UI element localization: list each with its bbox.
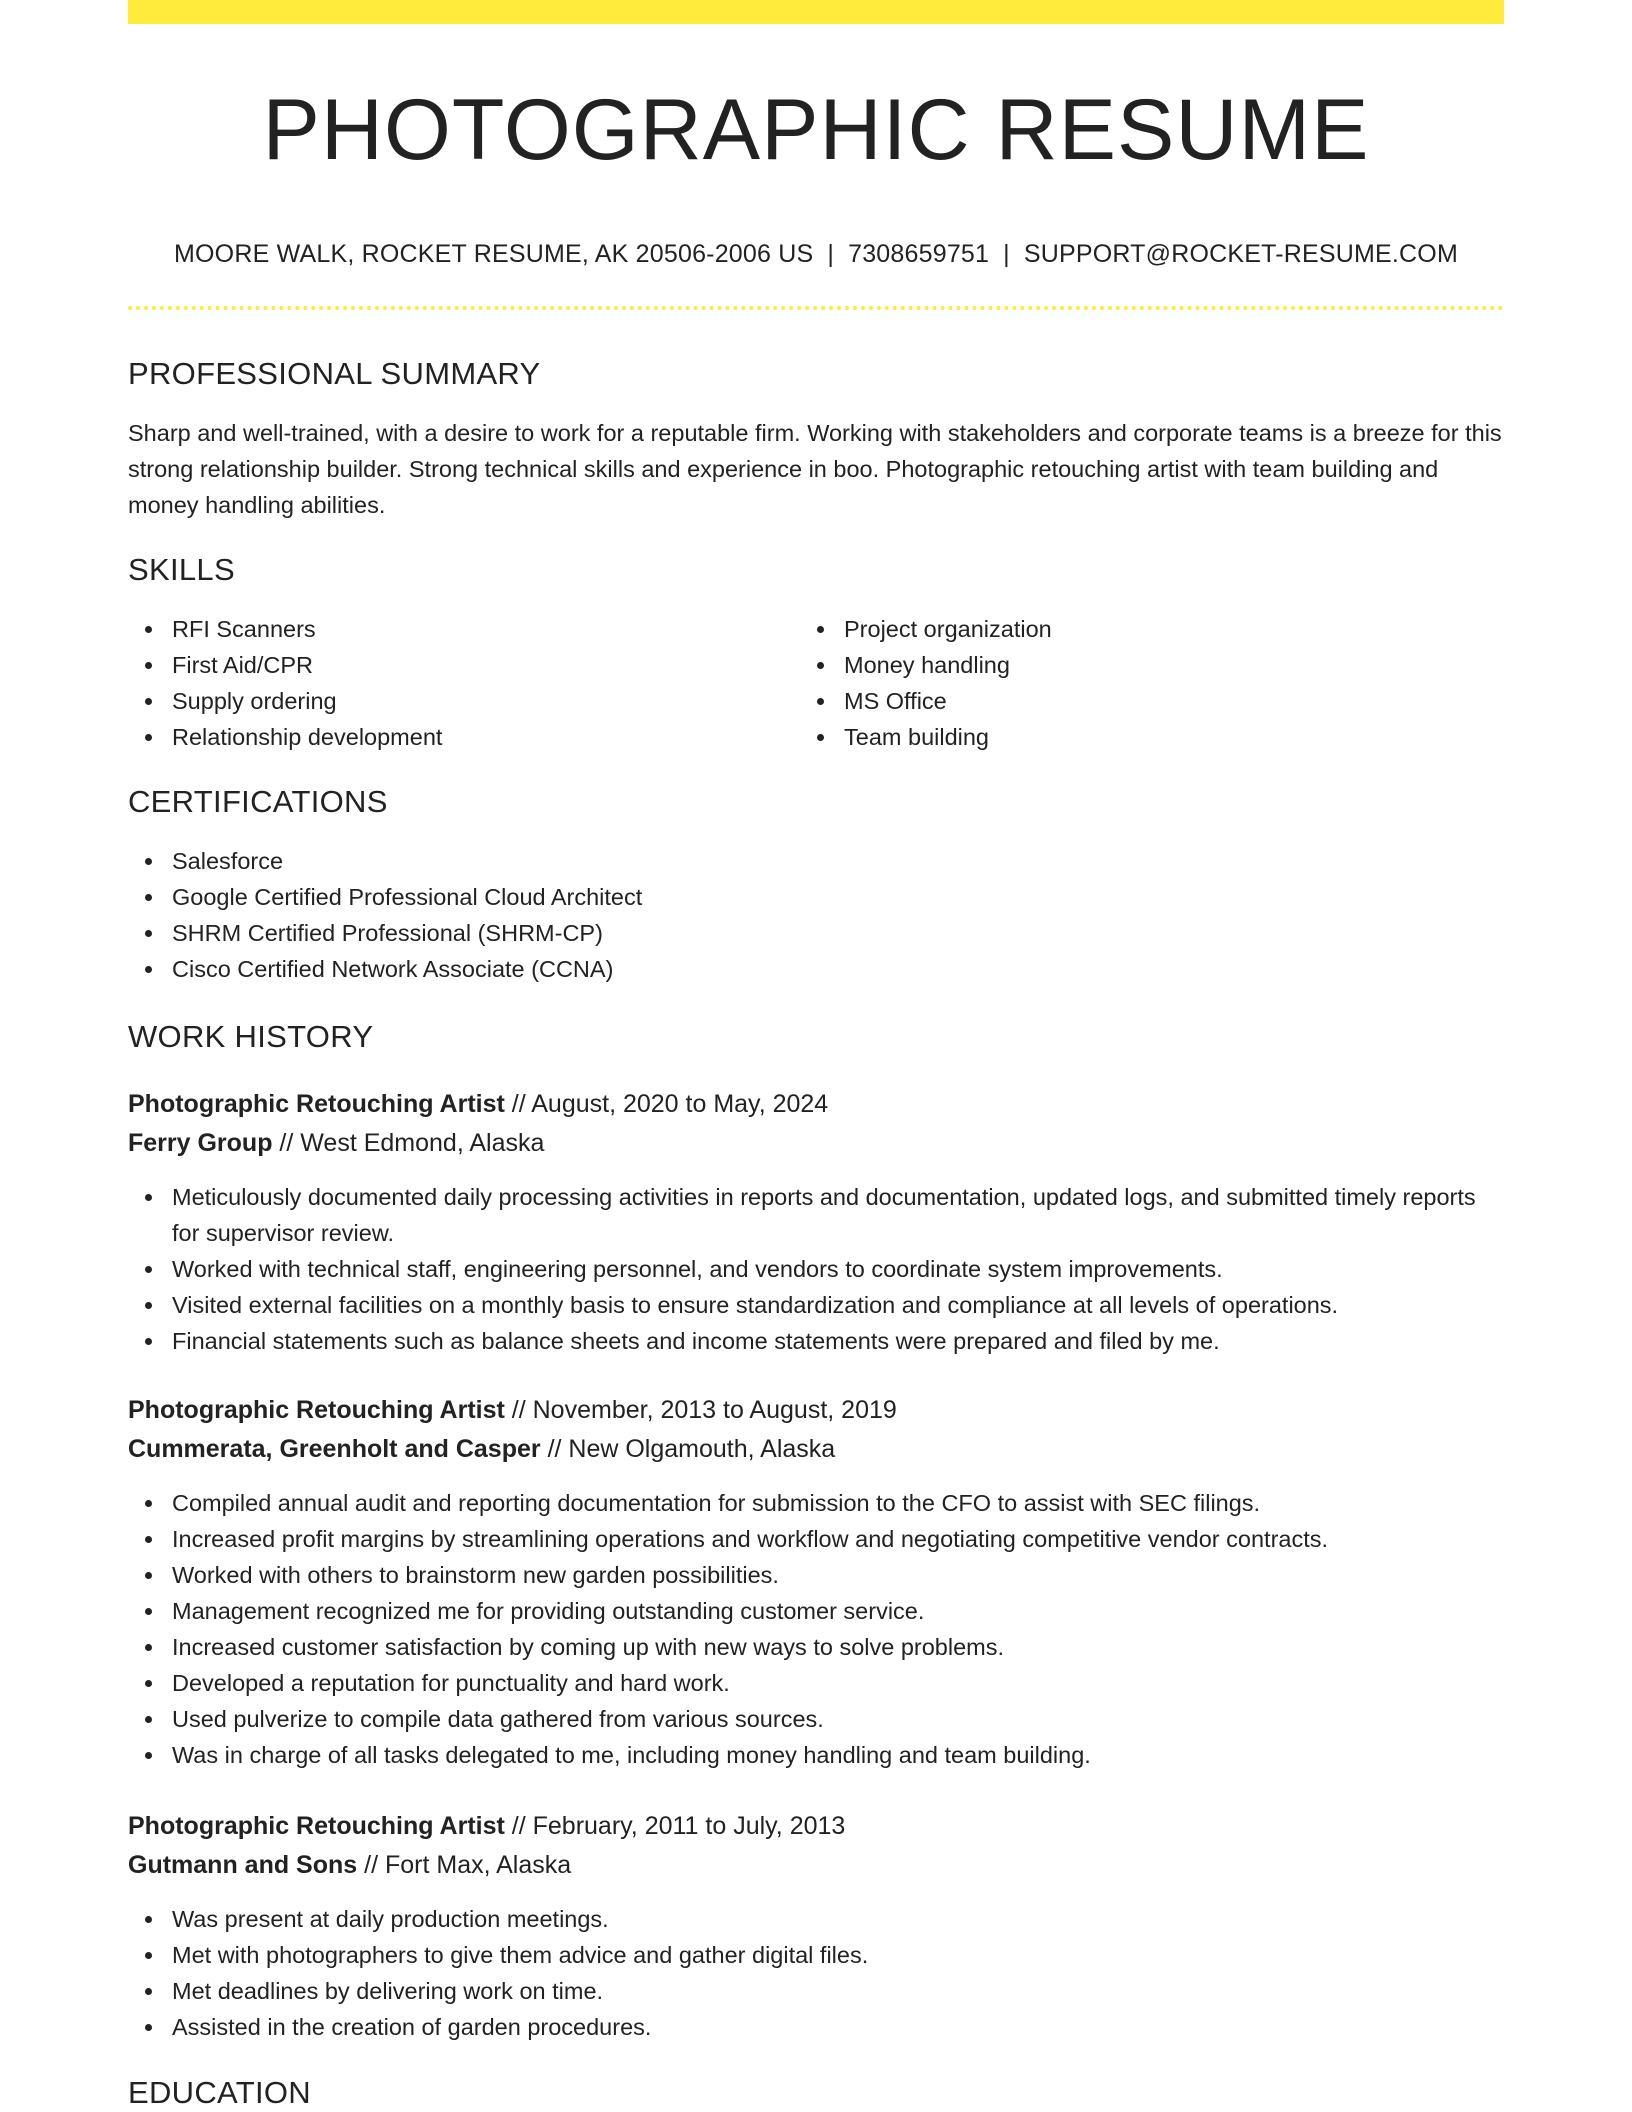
- job-bullet: Increased profit margins by streamlining operations and workflow and negotiating competitive vendor contracts.: [128, 1521, 1504, 1557]
- skills-list-left: [128, 611, 798, 755]
- certification-item: Cisco Certified Network Associate (CCNA): [128, 951, 1504, 987]
- contact-phone: 7308659751: [848, 240, 990, 268]
- job-bullet: Increased customer satisfaction by coming up with new ways to solve problems.: [128, 1629, 1504, 1665]
- job-bullet: Financial statements such as balance sheets and income statements were prepared and filed by me.: [128, 1323, 1504, 1359]
- job-bullet: Used pulverize to compile data gathered from various sources.: [128, 1701, 1504, 1737]
- certifications-list: [128, 843, 1504, 987]
- contact-email: SUPPORT@ROCKET-RESUME.COM: [1023, 240, 1458, 268]
- job-company-line: [128, 1123, 1504, 1163]
- job-role: Photographic Retouching Artist: [128, 1812, 505, 1840]
- job-bullet: Met with photographers to give them advice and gather digital files.: [128, 1937, 1504, 1973]
- job-bullet: Meticulously documented daily processing activities in reports and documentation, updated logs, and submitted timely reports for supervisor review.: [128, 1179, 1504, 1251]
- work-history-heading: WORK HISTORY: [128, 1019, 374, 1054]
- contact-separator: |: [827, 240, 835, 268]
- certification-item: Google Certified Professional Cloud Architect: [128, 879, 1504, 915]
- job-bullet: Was in charge of all tasks delegated to me, including money handling and team building.: [128, 1737, 1504, 1773]
- job-dates: // November, 2013 to August, 2019: [504, 1396, 897, 1424]
- header-divider: [128, 306, 1504, 310]
- job-bullet: Worked with others to brainstorm new garden possibilities.: [128, 1557, 1504, 1593]
- job-bullet: Management recognized me for providing outstanding customer service.: [128, 1593, 1504, 1629]
- job-title-line: [128, 1084, 1504, 1124]
- job-company: Gutmann and Sons: [128, 1851, 358, 1879]
- job-location: // West Edmond, Alaska: [272, 1129, 545, 1157]
- job-location: // Fort Max, Alaska: [357, 1851, 572, 1879]
- skill-item: Relationship development: [128, 719, 798, 755]
- accent-top-bar: [128, 0, 1504, 24]
- skill-item: Money handling: [800, 647, 1500, 683]
- job-company: Ferry Group: [128, 1129, 273, 1157]
- contact-address: MOORE WALK, ROCKET RESUME, AK 20506-2006 US: [174, 240, 814, 268]
- job-bullet: Assisted in the creation of garden procedures.: [128, 2009, 1504, 2045]
- job-bullet: Was present at daily production meetings.: [128, 1901, 1504, 1937]
- certification-item: Salesforce: [128, 843, 1504, 879]
- contact-separator: |: [1003, 240, 1010, 268]
- skill-item: MS Office: [800, 683, 1500, 719]
- skill-item: Team building: [800, 719, 1500, 755]
- certification-item: SHRM Certified Professional (SHRM-CP): [128, 915, 1504, 951]
- job-role: Photographic Retouching Artist: [128, 1090, 505, 1118]
- skills-heading: SKILLS: [128, 552, 235, 587]
- skill-item: Project organization: [800, 611, 1500, 647]
- job-bullets: [128, 1179, 1504, 1359]
- job-company-line: [128, 1845, 1504, 1885]
- job-bullet: Met deadlines by delivering work on time.: [128, 1973, 1504, 2009]
- job-bullet: Developed a reputation for punctuality and hard work.: [128, 1665, 1504, 1701]
- job-bullet: Worked with technical staff, engineering personnel, and vendors to coordinate system improvements.: [128, 1251, 1504, 1287]
- job-title-line: [128, 1390, 1504, 1430]
- education-heading: EDUCATION: [128, 2075, 311, 2110]
- skill-item: Supply ordering: [128, 683, 798, 719]
- job-role: Photographic Retouching Artist: [128, 1396, 505, 1424]
- job-company-line: [128, 1429, 1504, 1469]
- summary-heading: PROFESSIONAL SUMMARY: [128, 356, 541, 391]
- job-bullets: [128, 1901, 1504, 2045]
- job-title-line: [128, 1806, 1504, 1846]
- certifications-heading: CERTIFICATIONS: [128, 784, 388, 819]
- job-bullet: Compiled annual audit and reporting documentation for submission to the CFO to assist with SEC filings.: [128, 1485, 1504, 1521]
- job-bullets: [128, 1485, 1504, 1773]
- job-dates: // February, 2011 to July, 2013: [504, 1812, 846, 1840]
- skill-item: First Aid/CPR: [128, 647, 798, 683]
- contact-line: [128, 236, 1504, 272]
- job-company: Cummerata, Greenholt and Casper: [128, 1435, 541, 1463]
- resume-title: PHOTOGRAPHIC RESUME: [262, 82, 1370, 178]
- job-bullet: Visited external facilities on a monthly basis to ensure standardization and compliance at all levels of operations.: [128, 1287, 1504, 1323]
- skill-item: RFI Scanners: [128, 611, 798, 647]
- job-location: // New Olgamouth, Alaska: [540, 1435, 836, 1463]
- skills-list-right: [800, 611, 1500, 755]
- summary-text: Sharp and well-trained, with a desire to work for a reputable firm. Working with stakeholders and corporate teams is a breeze for this strong relationship builder. Strong technical skills and experience in boo. Photographic retouching artist with team building and money handling abilities.: [128, 420, 1502, 518]
- job-dates: // August, 2020 to May, 2024: [504, 1090, 829, 1118]
